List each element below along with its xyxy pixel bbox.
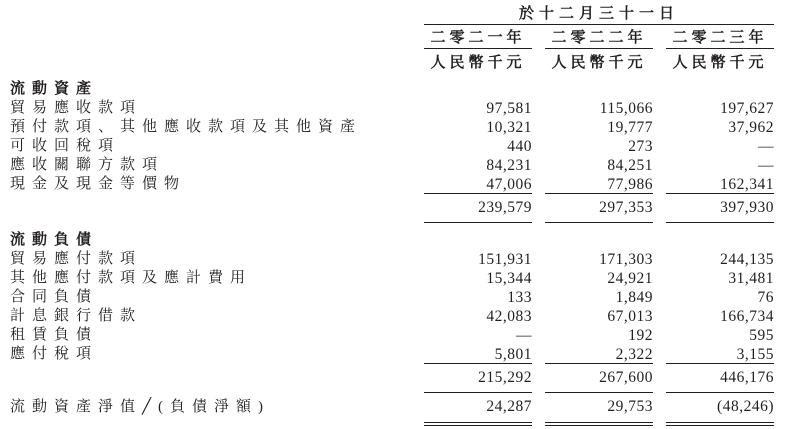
value-2023: 197,627	[720, 100, 774, 117]
row-label: 貿易應付款項	[10, 251, 143, 267]
row-label: 計息銀行借款	[10, 308, 143, 324]
section-title-current-assets	[10, 72, 774, 99]
section-title-current-liabilities	[10, 223, 774, 250]
total-2022: 297,353	[545, 194, 653, 223]
date-header-row	[10, 2, 774, 25]
net-2021: 24,287	[424, 393, 532, 426]
value-2022: 84,251	[607, 157, 653, 174]
value-2022: 192	[628, 327, 653, 344]
row-cash-and-equivalents	[10, 175, 774, 194]
value-2023: —	[758, 157, 774, 174]
row-tax-payable	[10, 345, 774, 364]
unit-header-2022: 人民幣千元	[551, 55, 647, 71]
row-label: 流動資產淨值╱(負債淨額)	[10, 399, 271, 415]
value-2021: 47,006	[424, 175, 532, 194]
row-net-current-assets	[10, 393, 774, 426]
value-2022: 24,921	[607, 270, 653, 287]
row-label: 預付款項、其他應收款項及其他資產	[10, 119, 363, 135]
value-2023: 31,481	[728, 270, 774, 287]
value-2022: 67,013	[607, 308, 653, 325]
value-2022: 273	[628, 138, 653, 155]
value-2023: 595	[749, 327, 774, 344]
value-2021: 151,931	[478, 251, 532, 268]
value-2022: 77,986	[545, 175, 653, 194]
value-2021: 15,344	[486, 270, 532, 287]
spacer	[10, 49, 411, 72]
row-label: 貿易應收款項	[10, 100, 143, 116]
spacer	[10, 2, 411, 25]
row-trade-receivables	[10, 99, 774, 118]
year-header-2022: 二零二二年	[545, 25, 653, 49]
total-2023: 446,176	[666, 364, 774, 393]
date-header: 於十二月三十一日	[424, 2, 774, 25]
total-2021: 215,292	[424, 364, 532, 393]
row-label: 應收關聯方款項	[10, 157, 165, 173]
value-2021: 97,581	[486, 100, 532, 117]
total-2021: 239,579	[424, 194, 532, 223]
value-2023: —	[758, 138, 774, 155]
spacer	[10, 194, 411, 223]
value-2023: 244,135	[720, 251, 774, 268]
value-2023: 166,734	[720, 308, 774, 325]
value-2021: 10,321	[486, 119, 532, 136]
value-2021: —	[516, 327, 532, 344]
unit-header-2023: 人民幣千元	[672, 55, 768, 71]
row-current-assets-total	[10, 194, 774, 223]
row-label: 可收回稅項	[10, 138, 121, 154]
value-2021: 42,083	[486, 308, 532, 325]
row-tax-recoverable	[10, 137, 774, 156]
value-2022: 19,777	[607, 119, 653, 136]
row-other-payables-accruals	[10, 269, 774, 288]
value-2022: 2,322	[545, 345, 653, 364]
row-label: 應付稅項	[10, 346, 99, 362]
value-2023: 37,962	[728, 119, 774, 136]
row-trade-payables	[10, 250, 774, 269]
value-2021: 5,801	[424, 345, 532, 364]
spacer	[10, 364, 411, 393]
unit-header-2021: 人民幣千元	[430, 55, 526, 71]
value-2021: 440	[507, 138, 532, 155]
year-header-row	[10, 25, 774, 49]
row-label: 現金及現金等價物	[10, 176, 187, 192]
section-title: 流動資產	[10, 81, 99, 97]
row-due-from-related-parties	[10, 156, 774, 175]
year-header-2023: 二零二三年	[666, 25, 774, 49]
row-label: 合同負債	[10, 289, 99, 305]
value-2022: 1,849	[615, 289, 653, 306]
total-2023: 397,930	[666, 194, 774, 223]
unit-header-row	[10, 49, 774, 72]
row-prepayments-other-receivables	[10, 118, 774, 137]
row-lease-liabilities	[10, 326, 774, 345]
value-2022: 171,303	[599, 251, 653, 268]
row-current-liabilities-total	[10, 364, 774, 393]
total-2022: 267,600	[545, 364, 653, 393]
value-2023: 162,341	[666, 175, 774, 194]
year-header-2021: 二零二一年	[424, 25, 532, 49]
spacer	[10, 25, 411, 49]
net-2023: (48,246)	[666, 393, 774, 426]
row-label: 租賃負債	[10, 327, 99, 343]
row-contract-liabilities	[10, 288, 774, 307]
value-2021: 84,231	[486, 157, 532, 174]
row-interest-bearing-bank-borrowings	[10, 307, 774, 326]
value-2023: 76	[757, 289, 774, 306]
row-label: 其他應付款項及應計費用	[10, 270, 253, 286]
section-title: 流動負債	[10, 232, 99, 248]
value-2022: 115,066	[599, 100, 653, 117]
value-2023: 3,155	[666, 345, 774, 364]
net-2022: 29,753	[545, 393, 653, 426]
value-2021: 133	[507, 289, 532, 306]
